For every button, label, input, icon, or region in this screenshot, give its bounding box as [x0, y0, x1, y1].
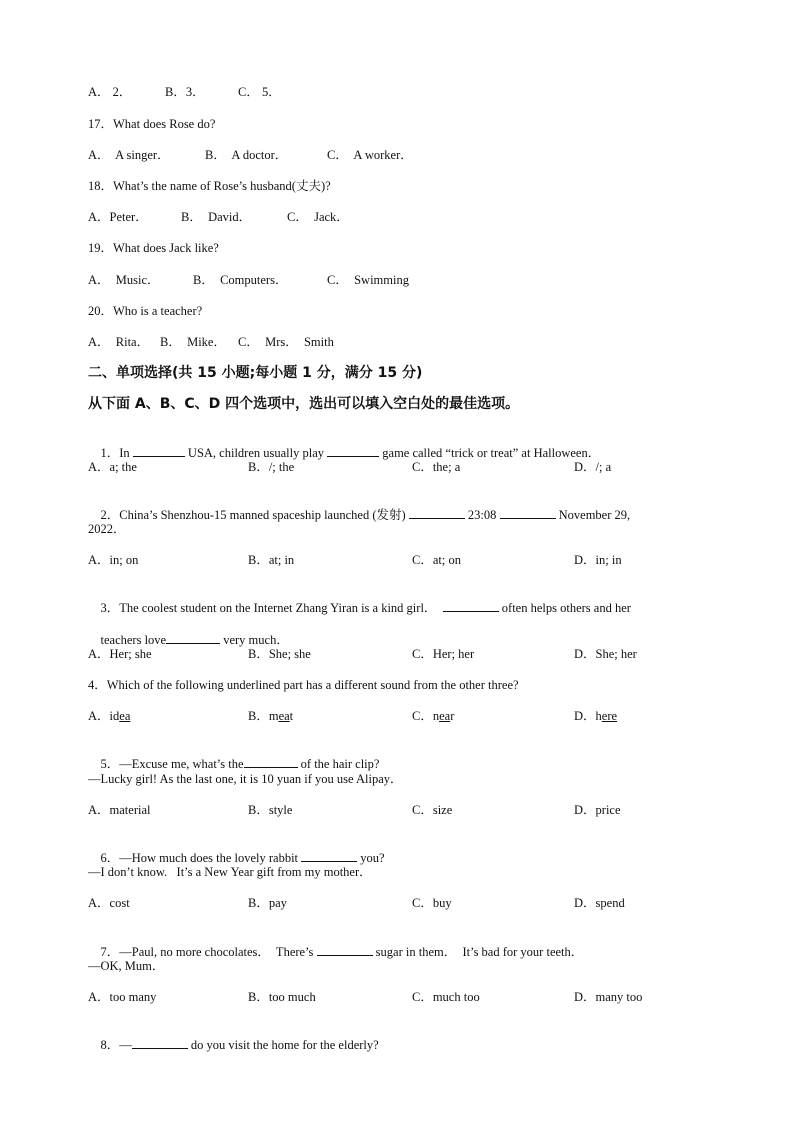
- q4-b-text: B．m: [248, 709, 279, 723]
- q3-text-2: often helps others and her: [498, 601, 631, 615]
- question-2-continued: 2022．: [88, 522, 126, 536]
- q4-d-underlined: ere: [601, 709, 618, 723]
- q1-text-3: game called “trick or treat” at Halloween．: [379, 446, 601, 460]
- option-a: A． 2．: [88, 85, 132, 99]
- question-1: [88, 428, 600, 477]
- section-instruction: 从下面 A、B、C、D 四个选项中，选出可以填入空白处的最佳选项。: [88, 396, 520, 412]
- q4-d-text: D．h: [574, 709, 602, 723]
- q20-option-b: B． Mike．: [160, 335, 226, 349]
- q4-b-underlined: ea: [278, 709, 290, 723]
- question-5-reply: —Lucky girl! As the last one, it is 10 yuan if you use Alipay．: [88, 772, 403, 786]
- q4-option-d: [574, 708, 617, 724]
- answer-blank: [327, 444, 379, 457]
- q5-option-c: C．size: [412, 803, 453, 817]
- q1-option-b: B．/; the: [248, 460, 295, 474]
- question-18: 18．What’s the name of Rose’s husband(丈夫)?: [88, 179, 331, 193]
- q6-option-d: D．spend: [574, 896, 625, 910]
- q3-option-c: C．Her; her: [412, 647, 475, 661]
- q18-option-b: B． David．: [181, 210, 252, 224]
- q20-option-a: A． Rita．: [88, 335, 150, 349]
- q4-option-a: [88, 708, 130, 724]
- question-20: 20．Who is a teacher?: [88, 304, 203, 318]
- q4-a-underlined: ea: [119, 709, 131, 723]
- q4-option-c: [412, 708, 454, 724]
- q20-option-c: C． Mrs． Smith: [238, 335, 334, 349]
- q2-option-c: C．at; on: [412, 553, 461, 567]
- q4-option-b: [248, 708, 293, 724]
- q8-text-1: 8．—: [100, 1038, 132, 1052]
- q7-text-1: 7．—Paul, no more chocolates． There’s: [100, 945, 317, 959]
- section-heading: 二、单项选择(共 15 小题;每小题 1 分，满分 15 分): [88, 365, 423, 381]
- question-7-reply: —OK, Mum．: [88, 959, 165, 973]
- q3-option-a: A．Her; she: [88, 647, 152, 661]
- answer-blank: [301, 849, 357, 862]
- q4-a-text: A．id: [88, 709, 120, 723]
- option-c: C． 5．: [238, 85, 281, 99]
- answer-blank: [409, 506, 465, 519]
- q1-text-1: 1．In: [100, 446, 133, 460]
- question-4: 4．Which of the following underlined part has a different sound from the other three?: [88, 678, 519, 692]
- q3-option-b: B．She; she: [248, 647, 311, 661]
- q2-option-b: B．at; in: [248, 553, 295, 567]
- q17-option-c: C． A worker．: [327, 148, 413, 162]
- q3-text-4: very much．: [220, 633, 289, 647]
- q1-option-d: D．/; a: [574, 460, 612, 474]
- answer-blank: [166, 631, 220, 644]
- q18-option-c: C． Jack．: [287, 210, 349, 224]
- q4-c-text: C．n: [412, 709, 440, 723]
- q4-c-text-end: r: [450, 709, 455, 723]
- q19-option-c: C． Swimming: [327, 273, 409, 287]
- option-b: B．3．: [165, 85, 205, 99]
- q5-text-1: 5．—Excuse me, what’s the: [100, 757, 244, 771]
- q7-option-d: D．many too: [574, 990, 643, 1004]
- q6-option-c: C．buy: [412, 896, 452, 910]
- q1-option-a: A．a; the: [88, 460, 137, 474]
- q5-option-a: A．material: [88, 803, 151, 817]
- q2-text-3: November 29,: [555, 508, 631, 522]
- q17-option-b: B． A doctor．: [205, 148, 288, 162]
- answer-blank: [132, 1036, 188, 1049]
- question-6-reply: —I don’t know. It’s a New Year gift from my mother．: [88, 865, 372, 879]
- q7-option-a: A．too many: [88, 990, 157, 1004]
- q6-option-a: A．cost: [88, 896, 130, 910]
- answer-blank: [317, 943, 373, 956]
- q17-option-a: A． A singer．: [88, 148, 170, 162]
- question-19: 19．What does Jack like?: [88, 241, 219, 255]
- question-17: 17．What does Rose do?: [88, 117, 216, 131]
- q2-option-d: D．in; in: [574, 553, 622, 567]
- q7-option-c: C．much too: [412, 990, 480, 1004]
- q2-text-1: 2．China’s Shenzhou-15 manned spaceship launched (发射): [100, 508, 409, 522]
- question-2: [88, 490, 630, 539]
- q4-c-underlined: ea: [439, 709, 451, 723]
- q7-option-b: B．too much: [248, 990, 316, 1004]
- q2-text-2: 23:08: [464, 508, 500, 522]
- q8-text-2: do you visit the home for the elderly?: [187, 1038, 379, 1052]
- q7-text-2: sugar in them． It’s bad for your teeth．: [372, 945, 584, 959]
- q19-option-b: B． Computers．: [193, 273, 288, 287]
- q3-option-d: D．She; her: [574, 647, 637, 661]
- answer-blank: [133, 444, 185, 457]
- q4-b-text-end: t: [289, 709, 294, 723]
- q6-text-2: you?: [357, 851, 385, 865]
- answer-blank: [443, 599, 499, 612]
- q5-option-b: B．style: [248, 803, 293, 817]
- q3-text-3: teachers love: [100, 633, 167, 647]
- answer-blank: [244, 755, 298, 768]
- q6-option-b: B．pay: [248, 896, 287, 910]
- q5-text-2: of the hair clip?: [297, 757, 380, 771]
- question-8: [88, 1020, 379, 1069]
- q18-option-a: A．Peter．: [88, 210, 148, 224]
- q1-option-c: C．the; a: [412, 460, 461, 474]
- q6-text-1: 6．—How much does the lovely rabbit: [100, 851, 302, 865]
- q3-text-1: 3．The coolest student on the Internet Zhang Yiran is a kind girl．: [100, 601, 443, 615]
- q1-text-2: USA, children usually play: [184, 446, 328, 460]
- answer-blank: [500, 506, 556, 519]
- q2-option-a: A．in; on: [88, 553, 139, 567]
- q5-option-d: D．price: [574, 803, 621, 817]
- q19-option-a: A． Music．: [88, 273, 160, 287]
